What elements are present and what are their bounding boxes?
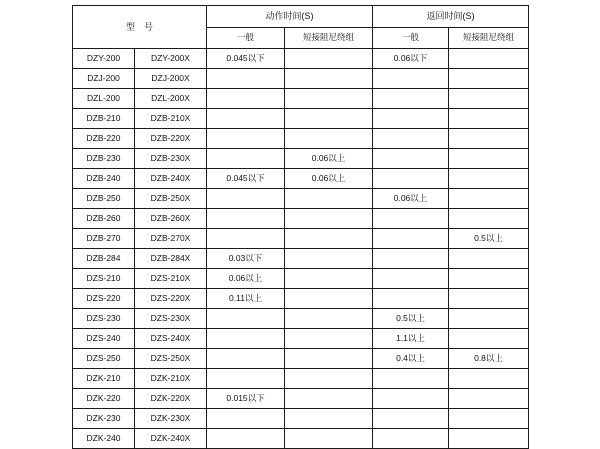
cell-return-general bbox=[373, 229, 449, 249]
cell-action-damping bbox=[285, 289, 373, 309]
table-row bbox=[73, 349, 529, 369]
cell-action-damping bbox=[285, 229, 373, 249]
cell-model-b: DZS-220X bbox=[135, 289, 207, 309]
cell-action-damping bbox=[285, 69, 373, 89]
cell-model-a: DZS-220 bbox=[73, 289, 135, 309]
cell-model-a: DZB-260 bbox=[73, 209, 135, 229]
cell-action-damping bbox=[285, 369, 373, 389]
cell-return-damping bbox=[449, 109, 529, 129]
cell-return-damping bbox=[449, 249, 529, 269]
table-row bbox=[73, 309, 529, 329]
cell-model-a: DZJ-200 bbox=[73, 69, 135, 89]
table-row bbox=[73, 129, 529, 149]
cell-action-general bbox=[207, 149, 285, 169]
cell-return-general bbox=[373, 389, 449, 409]
table-row bbox=[73, 329, 529, 349]
cell-model-b: DZB-210X bbox=[135, 109, 207, 129]
cell-return-general bbox=[373, 169, 449, 189]
cell-return-damping bbox=[449, 429, 529, 449]
cell-action-general bbox=[207, 329, 285, 349]
cell-model-b: DZB-220X bbox=[135, 129, 207, 149]
cell-action-damping: 0.06以上 bbox=[285, 169, 373, 189]
cell-return-general bbox=[373, 409, 449, 429]
cell-action-general bbox=[207, 409, 285, 429]
table-row bbox=[73, 89, 529, 109]
cell-model-b: DZK-240X bbox=[135, 429, 207, 449]
cell-model-a: DZK-240 bbox=[73, 429, 135, 449]
cell-return-general bbox=[373, 129, 449, 149]
cell-model-b: DZL-200X bbox=[135, 89, 207, 109]
cell-model-a: DZS-210 bbox=[73, 269, 135, 289]
cell-model-a: DZB-220 bbox=[73, 129, 135, 149]
cell-model-b: DZB-230X bbox=[135, 149, 207, 169]
cell-action-damping bbox=[285, 269, 373, 289]
cell-model-a: DZB-270 bbox=[73, 229, 135, 249]
cell-action-general bbox=[207, 129, 285, 149]
cell-return-damping bbox=[449, 129, 529, 149]
cell-return-general bbox=[373, 249, 449, 269]
cell-return-general: 0.5以上 bbox=[373, 309, 449, 329]
cell-return-general bbox=[373, 69, 449, 89]
cell-action-general: 0.06以上 bbox=[207, 269, 285, 289]
cell-return-general bbox=[373, 269, 449, 289]
cell-action-damping bbox=[285, 409, 373, 429]
cell-action-general bbox=[207, 89, 285, 109]
cell-action-general bbox=[207, 309, 285, 329]
cell-return-damping bbox=[449, 209, 529, 229]
cell-return-damping bbox=[449, 69, 529, 89]
cell-model-b: DZK-210X bbox=[135, 369, 207, 389]
cell-action-general bbox=[207, 69, 285, 89]
table-row bbox=[73, 269, 529, 289]
cell-return-general: 0.06以上 bbox=[373, 189, 449, 209]
table-row bbox=[73, 429, 529, 449]
cell-return-damping bbox=[449, 289, 529, 309]
cell-action-damping bbox=[285, 429, 373, 449]
header-return-damping: 短接阻尼绕组 bbox=[449, 28, 529, 49]
cell-model-b: DZS-210X bbox=[135, 269, 207, 289]
cell-return-damping: 0.8以上 bbox=[449, 349, 529, 369]
cell-return-damping bbox=[449, 49, 529, 69]
header-model: 型 号 bbox=[73, 6, 207, 49]
cell-action-general: 0.11以上 bbox=[207, 289, 285, 309]
cell-action-damping bbox=[285, 129, 373, 149]
cell-action-damping bbox=[285, 349, 373, 369]
cell-model-a: DZB-240 bbox=[73, 169, 135, 189]
cell-model-a: DZB-230 bbox=[73, 149, 135, 169]
cell-return-damping bbox=[449, 169, 529, 189]
cell-return-damping: 0.5以上 bbox=[449, 229, 529, 249]
cell-action-general bbox=[207, 189, 285, 209]
cell-return-damping bbox=[449, 329, 529, 349]
cell-action-general bbox=[207, 369, 285, 389]
header-action-general: 一般 bbox=[207, 28, 285, 49]
cell-model-a: DZB-284 bbox=[73, 249, 135, 269]
cell-action-damping bbox=[285, 89, 373, 109]
relay-spec-table bbox=[72, 5, 529, 449]
cell-action-general bbox=[207, 109, 285, 129]
cell-action-general: 0.045以下 bbox=[207, 169, 285, 189]
cell-model-b: DZB-270X bbox=[135, 229, 207, 249]
cell-return-damping bbox=[449, 389, 529, 409]
cell-action-damping bbox=[285, 329, 373, 349]
cell-model-b: DZS-250X bbox=[135, 349, 207, 369]
cell-model-a: DZK-230 bbox=[73, 409, 135, 429]
table-row bbox=[73, 69, 529, 89]
cell-return-damping bbox=[449, 409, 529, 429]
cell-return-general bbox=[373, 209, 449, 229]
cell-model-a: DZB-210 bbox=[73, 109, 135, 129]
cell-model-a: DZS-230 bbox=[73, 309, 135, 329]
cell-model-b: DZY-200X bbox=[135, 49, 207, 69]
cell-action-damping bbox=[285, 389, 373, 409]
cell-return-general bbox=[373, 369, 449, 389]
cell-action-general bbox=[207, 429, 285, 449]
cell-return-general: 0.06以下 bbox=[373, 49, 449, 69]
table-row bbox=[73, 369, 529, 389]
table-row bbox=[73, 229, 529, 249]
table-row bbox=[73, 289, 529, 309]
cell-model-b: DZB-284X bbox=[135, 249, 207, 269]
cell-model-a: DZS-250 bbox=[73, 349, 135, 369]
cell-action-general: 0.015以下 bbox=[207, 389, 285, 409]
cell-return-damping bbox=[449, 269, 529, 289]
cell-return-damping bbox=[449, 369, 529, 389]
cell-model-a: DZY-200 bbox=[73, 49, 135, 69]
cell-return-general bbox=[373, 289, 449, 309]
cell-model-b: DZJ-200X bbox=[135, 69, 207, 89]
cell-return-general bbox=[373, 109, 449, 129]
cell-return-general bbox=[373, 149, 449, 169]
table-body bbox=[73, 49, 529, 449]
cell-action-damping bbox=[285, 109, 373, 129]
cell-model-a: DZK-210 bbox=[73, 369, 135, 389]
cell-action-damping bbox=[285, 49, 373, 69]
header-return-general: 一般 bbox=[373, 28, 449, 49]
table-header bbox=[73, 6, 529, 49]
table-row bbox=[73, 169, 529, 189]
cell-model-b: DZB-240X bbox=[135, 169, 207, 189]
cell-model-a: DZS-240 bbox=[73, 329, 135, 349]
cell-model-b: DZB-260X bbox=[135, 209, 207, 229]
table-row bbox=[73, 409, 529, 429]
cell-return-damping bbox=[449, 309, 529, 329]
cell-return-damping bbox=[449, 189, 529, 209]
cell-model-b: DZS-230X bbox=[135, 309, 207, 329]
cell-action-damping bbox=[285, 209, 373, 229]
cell-model-a: DZB-250 bbox=[73, 189, 135, 209]
cell-model-b: DZK-230X bbox=[135, 409, 207, 429]
table-header-row-1 bbox=[73, 6, 529, 28]
cell-action-general bbox=[207, 229, 285, 249]
table-row bbox=[73, 209, 529, 229]
table-row bbox=[73, 249, 529, 269]
cell-return-general bbox=[373, 429, 449, 449]
header-return-time: 返回时间(S) bbox=[373, 6, 529, 28]
cell-return-damping bbox=[449, 89, 529, 109]
cell-model-b: DZS-240X bbox=[135, 329, 207, 349]
cell-action-general bbox=[207, 209, 285, 229]
header-action-time: 动作时间(S) bbox=[207, 6, 373, 28]
cell-action-damping bbox=[285, 249, 373, 269]
cell-model-b: DZB-250X bbox=[135, 189, 207, 209]
cell-return-general: 1.1以上 bbox=[373, 329, 449, 349]
cell-model-a: DZK-220 bbox=[73, 389, 135, 409]
table-row bbox=[73, 389, 529, 409]
cell-return-general: 0.4以上 bbox=[373, 349, 449, 369]
cell-action-general: 0.03以下 bbox=[207, 249, 285, 269]
cell-action-damping bbox=[285, 189, 373, 209]
cell-action-damping: 0.06以上 bbox=[285, 149, 373, 169]
table-row bbox=[73, 109, 529, 129]
cell-action-general bbox=[207, 349, 285, 369]
cell-model-b: DZK-220X bbox=[135, 389, 207, 409]
cell-model-a: DZL-200 bbox=[73, 89, 135, 109]
cell-action-general: 0.045以下 bbox=[207, 49, 285, 69]
cell-return-general bbox=[373, 89, 449, 109]
header-action-damping: 短接阻尼绕组 bbox=[285, 28, 373, 49]
cell-action-damping bbox=[285, 309, 373, 329]
table-row bbox=[73, 49, 529, 69]
table-row bbox=[73, 149, 529, 169]
table-row bbox=[73, 189, 529, 209]
cell-return-damping bbox=[449, 149, 529, 169]
